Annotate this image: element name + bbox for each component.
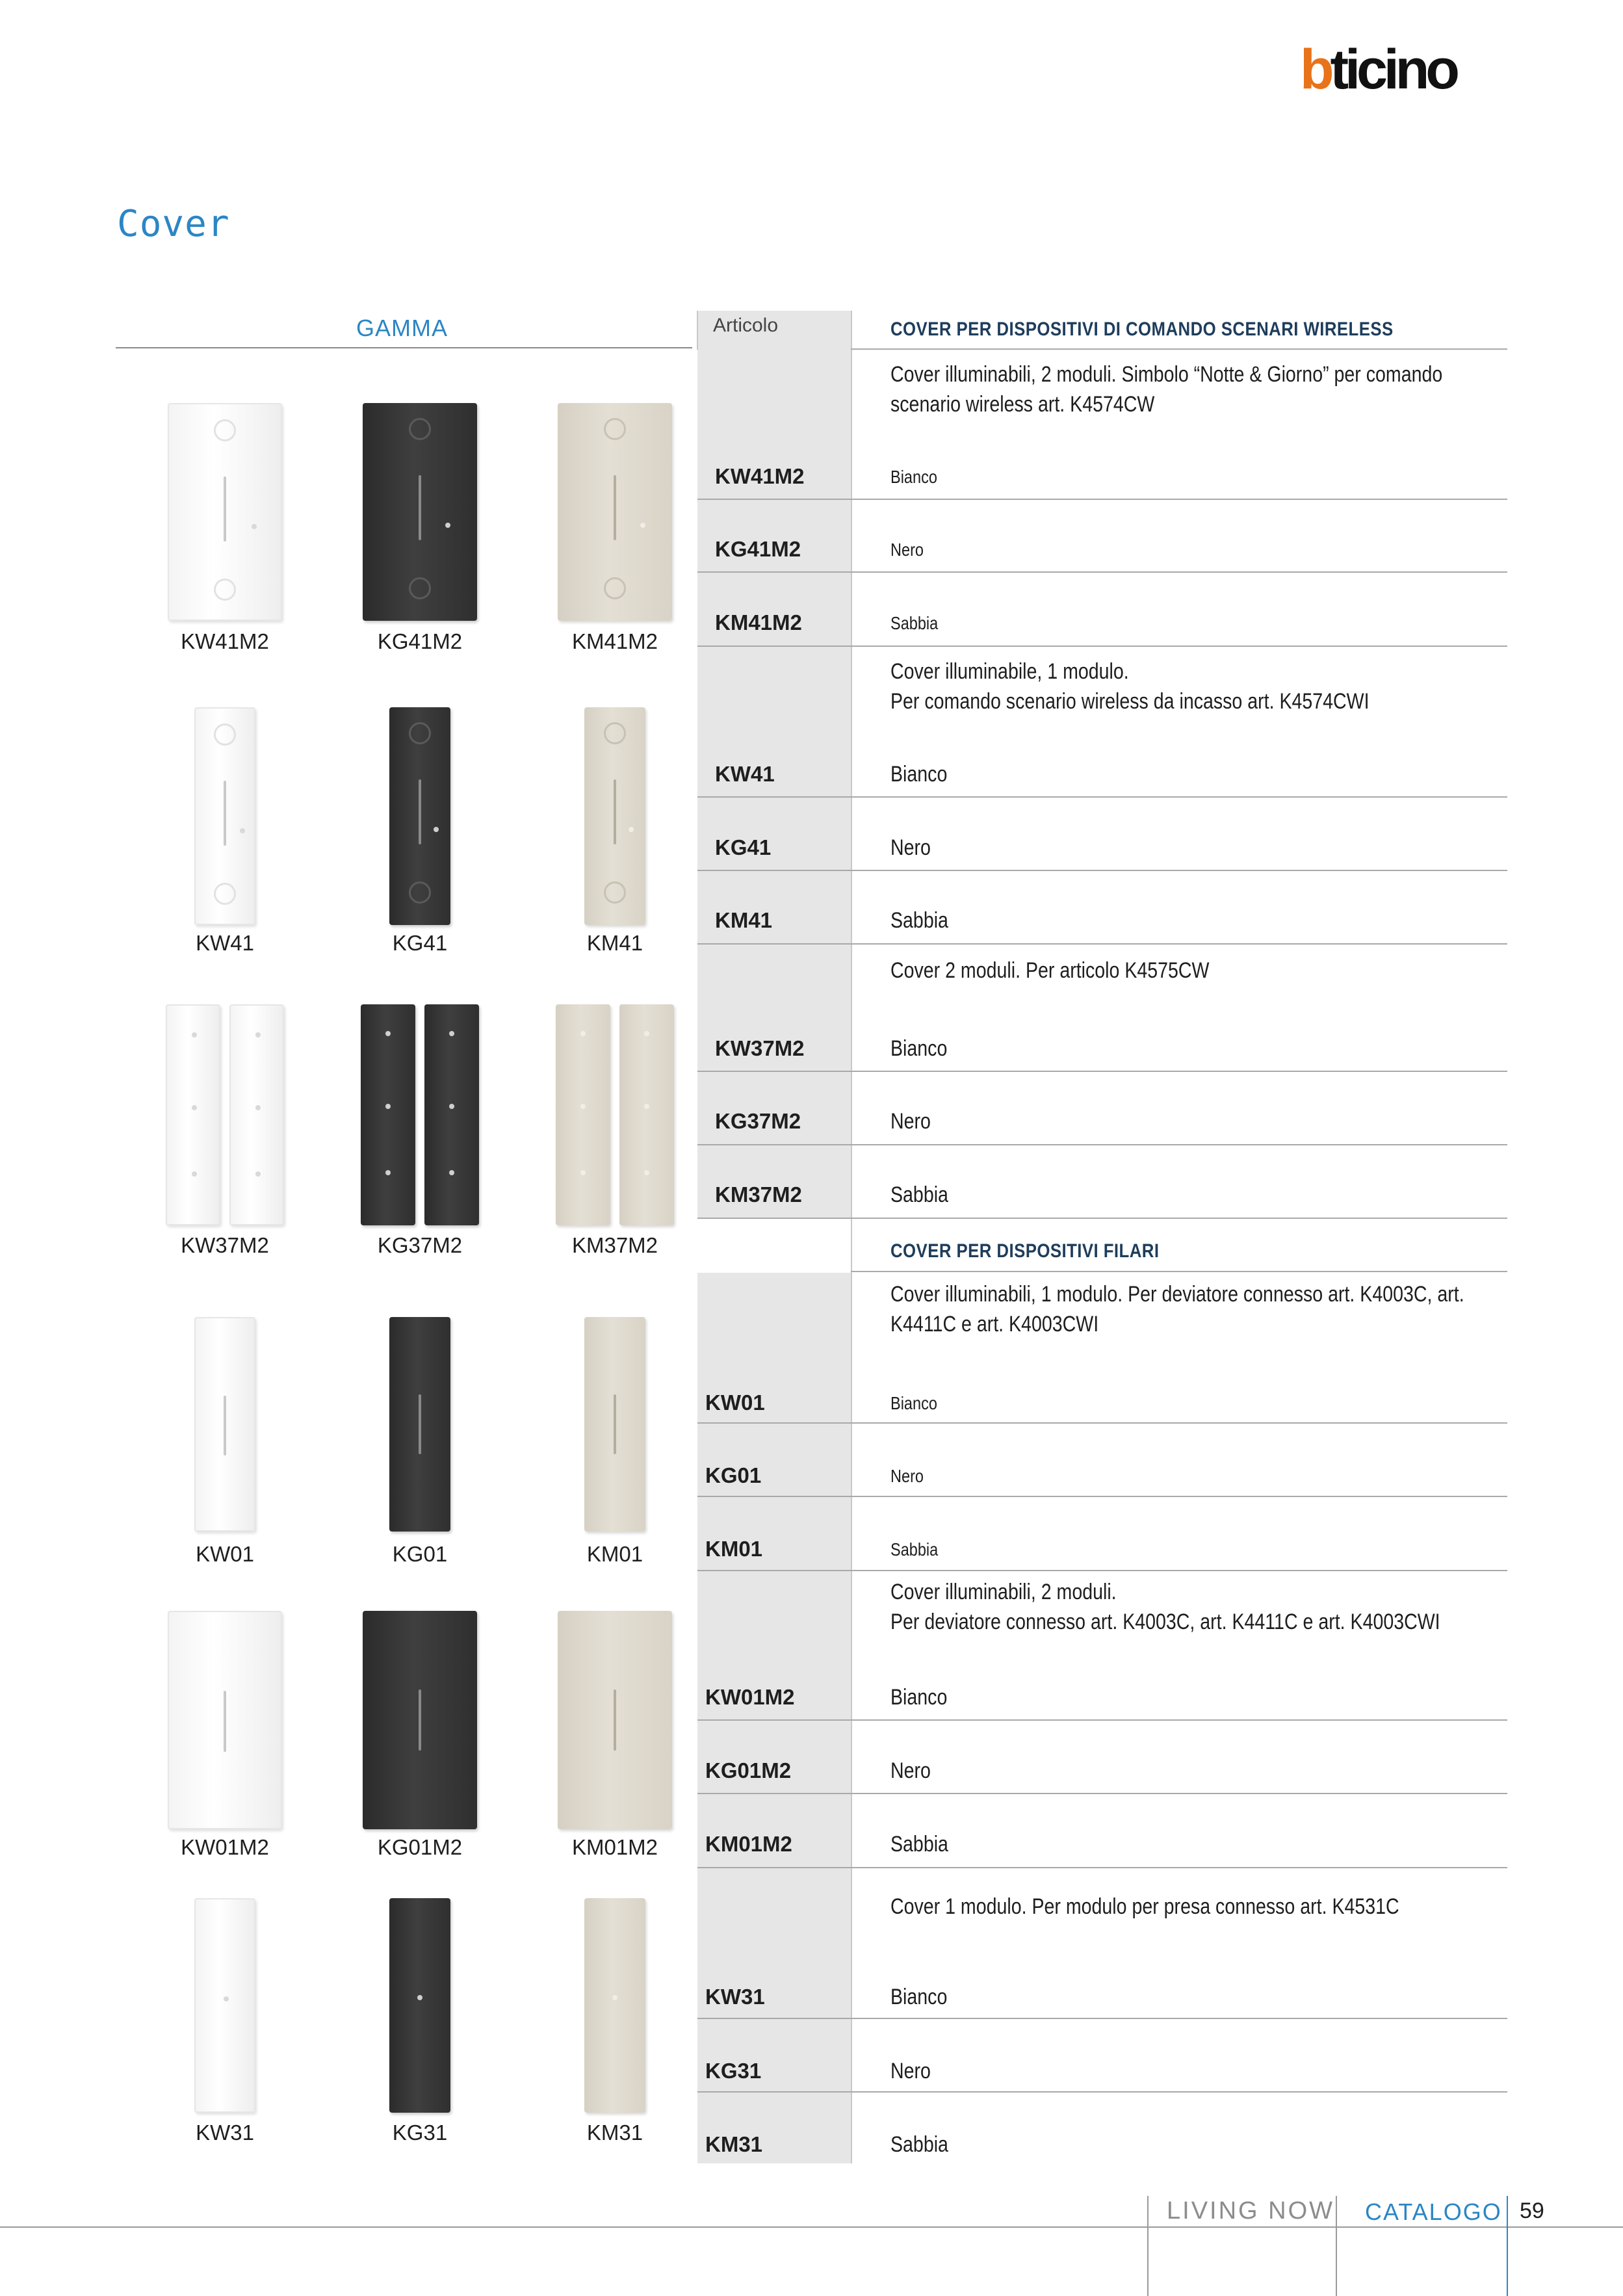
indicator-dot — [255, 1032, 261, 1037]
cover-image — [556, 1004, 610, 1225]
color-name: Nero — [890, 540, 924, 560]
cover-image — [584, 707, 645, 925]
color-name: Bianco — [890, 467, 937, 487]
color-name: Sabbia — [890, 2132, 948, 2157]
indicator-dot — [644, 1104, 649, 1109]
article-code: KW31 — [705, 1985, 765, 2009]
article-code: KG01M2 — [705, 1758, 792, 1782]
indicator-dot — [580, 1104, 586, 1109]
indicator-dot — [385, 1170, 391, 1175]
article-code: KM01 — [705, 1537, 763, 1561]
row-divider — [697, 1422, 1507, 1424]
color-name: Bianco — [890, 1036, 948, 1061]
section-title: COVER PER DISPOSITIVI FILARI — [890, 1240, 1160, 1262]
cover-image — [584, 1898, 645, 2113]
description-line: Cover illuminabile, 1 modulo. — [890, 659, 1129, 684]
cover-image — [166, 1004, 220, 1225]
cover-image — [168, 403, 282, 621]
color-name: Nero — [890, 2059, 931, 2083]
article-code: KW01M2 — [705, 1685, 795, 1709]
cover-image — [194, 707, 255, 925]
gamma-product-code: KG31 — [392, 2120, 448, 2145]
indicator-dot — [192, 1032, 197, 1037]
page-number: 59 — [1520, 2198, 1544, 2223]
gamma-product-code: KM37M2 — [571, 1233, 658, 1257]
row-divider — [697, 646, 1507, 647]
color-name: Nero — [890, 1758, 931, 1783]
light-slot — [614, 779, 616, 845]
logo-prefix: b — [1300, 38, 1331, 101]
articolo-header: Articolo — [713, 315, 779, 336]
row-divider — [697, 1793, 1507, 1794]
cover-image — [558, 1611, 672, 1829]
gamma-product-code: KG01 — [392, 1542, 448, 1566]
light-slot — [224, 781, 226, 846]
page-title: Cover — [117, 203, 230, 245]
footer-line-name: LIVING NOW — [1167, 2197, 1335, 2224]
block-description — [890, 1577, 1459, 1637]
light-slot — [224, 1396, 226, 1455]
light-slot — [614, 475, 616, 541]
light-slot — [614, 1394, 616, 1454]
article-code: KM01M2 — [705, 1832, 792, 1856]
description-line: Per comando scenario wireless da incasso art. K4574CWI — [890, 689, 1370, 714]
indicator-dot — [449, 1031, 454, 1036]
description-line: Cover illuminabili, 2 moduli. Simbolo “Notte & Giorno” per comando — [890, 362, 1443, 387]
light-slot — [419, 1689, 421, 1751]
row-divider — [697, 1570, 1507, 1571]
indicator-dot — [385, 1031, 391, 1036]
moon-icon — [604, 577, 626, 599]
indicator-dot — [580, 1031, 586, 1036]
article-code: KW41 — [715, 762, 775, 786]
indicator-dot — [644, 1031, 649, 1036]
indicator-dot — [445, 523, 450, 528]
indicator-dot — [192, 1171, 197, 1177]
row-divider — [697, 1144, 1507, 1145]
cover-image — [363, 1611, 477, 1829]
gamma-product-code: KW01M2 — [181, 1835, 269, 1859]
moon-icon — [604, 881, 626, 904]
bticino-logo — [1300, 38, 1511, 101]
indicator-dot — [612, 1995, 617, 2000]
color-name: Sabbia — [890, 1182, 948, 1207]
article-code: KM41M2 — [715, 610, 802, 634]
cover-image — [389, 1898, 450, 2113]
row-divider — [697, 1218, 1507, 1219]
color-name: Bianco — [890, 762, 948, 787]
article-code: KG01 — [705, 1463, 762, 1487]
gamma-product-code: KW01 — [196, 1542, 254, 1566]
article-code: KG31 — [705, 2059, 762, 2083]
row-divider — [697, 1719, 1507, 1721]
gamma-product-code: KW41 — [196, 931, 254, 955]
row-divider — [697, 870, 1507, 871]
gamma-product-code: KW31 — [196, 2120, 254, 2145]
indicator-dot — [417, 1995, 422, 2000]
cover-image — [363, 403, 477, 621]
column-divider — [851, 311, 852, 2163]
light-slot — [224, 476, 226, 542]
row-divider — [697, 1071, 1507, 1072]
description-line: Cover illuminabili, 2 moduli. — [890, 1580, 1117, 1604]
cover-image — [194, 1317, 255, 1532]
indicator-dot — [449, 1170, 454, 1175]
row-divider — [697, 2091, 1507, 2093]
cover-image — [361, 1004, 415, 1225]
gamma-product-code: KG41 — [392, 931, 448, 955]
indicator-dot — [240, 828, 245, 833]
row-divider — [697, 2018, 1507, 2019]
footer-divider — [0, 2226, 1623, 2228]
gamma-product-code: KG41M2 — [377, 629, 463, 653]
row-divider — [697, 796, 1507, 798]
cover-image — [168, 1611, 282, 1829]
indicator-dot — [640, 523, 645, 528]
indicator-dot — [434, 827, 439, 832]
gamma-product-code: KM01M2 — [571, 1835, 658, 1859]
article-code: KW01 — [705, 1390, 765, 1415]
footer-separator — [1336, 2196, 1337, 2296]
description-line: Cover 1 modulo. Per modulo per presa connesso art. K4531C — [890, 1894, 1399, 1919]
description-line: K4411C e art. K4003CWI — [890, 1312, 1099, 1337]
cover-image — [619, 1004, 674, 1225]
code-column-gap — [697, 1218, 851, 1273]
row-divider — [697, 1496, 1507, 1497]
gamma-product-code: KW41M2 — [181, 629, 269, 653]
color-name: Bianco — [890, 1985, 948, 2009]
moon-icon — [214, 579, 236, 601]
article-code: KM41 — [715, 908, 773, 932]
light-slot — [419, 1394, 421, 1454]
gamma-product-code: KG37M2 — [377, 1233, 463, 1257]
gamma-product-code: KM01 — [586, 1542, 643, 1566]
gamma-product-code: KG01M2 — [377, 1835, 463, 1859]
sun-icon — [409, 722, 431, 744]
column-divider — [697, 311, 698, 350]
cover-image — [389, 1317, 450, 1532]
indicator-dot — [255, 1105, 261, 1110]
cover-image — [229, 1004, 284, 1225]
gamma-product-code: KM31 — [586, 2120, 643, 2145]
color-name: Nero — [890, 1466, 924, 1486]
description-line: Cover 2 moduli. Per articolo K4575CW — [890, 958, 1210, 983]
row-divider — [697, 499, 1507, 500]
footer-separator — [1147, 2196, 1149, 2296]
gamma-header-label: GAMMA — [356, 315, 448, 341]
color-name: Sabbia — [890, 1539, 939, 1559]
article-code: KG41 — [715, 835, 772, 859]
indicator-dot — [192, 1105, 197, 1110]
moon-icon — [214, 883, 236, 905]
article-code: KG41M2 — [715, 537, 801, 561]
color-name: Sabbia — [890, 1832, 948, 1857]
color-name: Sabbia — [890, 613, 939, 633]
light-slot — [614, 1689, 616, 1751]
article-code: KM31 — [705, 2132, 763, 2156]
light-slot — [224, 1691, 226, 1752]
block-description — [890, 1279, 1464, 1339]
block-description — [890, 359, 1459, 419]
row-divider — [697, 943, 1507, 945]
moon-icon — [409, 577, 431, 599]
indicator-dot — [580, 1170, 586, 1175]
indicator-dot — [224, 1996, 229, 2002]
logo-rest: ticino — [1330, 38, 1456, 101]
cover-image — [584, 1317, 645, 1532]
section-title: COVER PER DISPOSITIVI DI COMANDO SCENARI WIRELESS — [890, 319, 1394, 340]
color-name: Bianco — [890, 1393, 937, 1413]
color-name: Bianco — [890, 1685, 948, 1710]
row-divider — [697, 571, 1507, 573]
block-description — [890, 1892, 1459, 1922]
color-name: Nero — [890, 835, 931, 860]
color-name: Sabbia — [890, 908, 948, 933]
row-divider — [697, 1867, 1507, 1868]
sun-icon — [214, 419, 236, 441]
sun-icon — [604, 722, 626, 744]
block-description — [890, 956, 1459, 985]
gamma-header — [116, 311, 692, 348]
sun-icon — [214, 724, 236, 746]
description-line: scenario wireless art. K4574CW — [890, 392, 1155, 417]
section-divider — [851, 348, 1507, 350]
footer-separator — [1507, 2196, 1508, 2296]
description-line: Cover illuminabili, 1 modulo. Per deviatore connesso art. K4003C, art. — [890, 1282, 1464, 1307]
color-name: Nero — [890, 1109, 931, 1134]
indicator-dot — [449, 1104, 454, 1109]
article-code: KW37M2 — [715, 1036, 805, 1060]
cover-image — [424, 1004, 479, 1225]
block-description — [890, 657, 1459, 716]
sun-icon — [409, 418, 431, 440]
gamma-product-code: KW37M2 — [181, 1233, 269, 1257]
gamma-product-code: KM41 — [586, 931, 643, 955]
indicator-dot — [252, 524, 257, 529]
cover-image — [389, 707, 450, 925]
moon-icon — [409, 881, 431, 904]
article-code: KW41M2 — [715, 464, 805, 488]
indicator-dot — [644, 1170, 649, 1175]
article-code: KG37M2 — [715, 1109, 801, 1133]
sun-icon — [604, 418, 626, 440]
indicator-dot — [255, 1171, 261, 1177]
indicator-dot — [629, 827, 634, 832]
gamma-product-code: KM41M2 — [571, 629, 658, 653]
cover-image — [558, 403, 672, 621]
footer-catalog: CATALOGO — [1365, 2198, 1502, 2225]
light-slot — [419, 779, 421, 845]
light-slot — [419, 475, 421, 541]
cover-image — [194, 1898, 255, 2113]
article-code: KM37M2 — [715, 1182, 802, 1207]
indicator-dot — [385, 1104, 391, 1109]
section-divider — [851, 1271, 1507, 1272]
description-line: Per deviatore connesso art. K4003C, art. K4411C e art. K4003CWI — [890, 1610, 1440, 1634]
